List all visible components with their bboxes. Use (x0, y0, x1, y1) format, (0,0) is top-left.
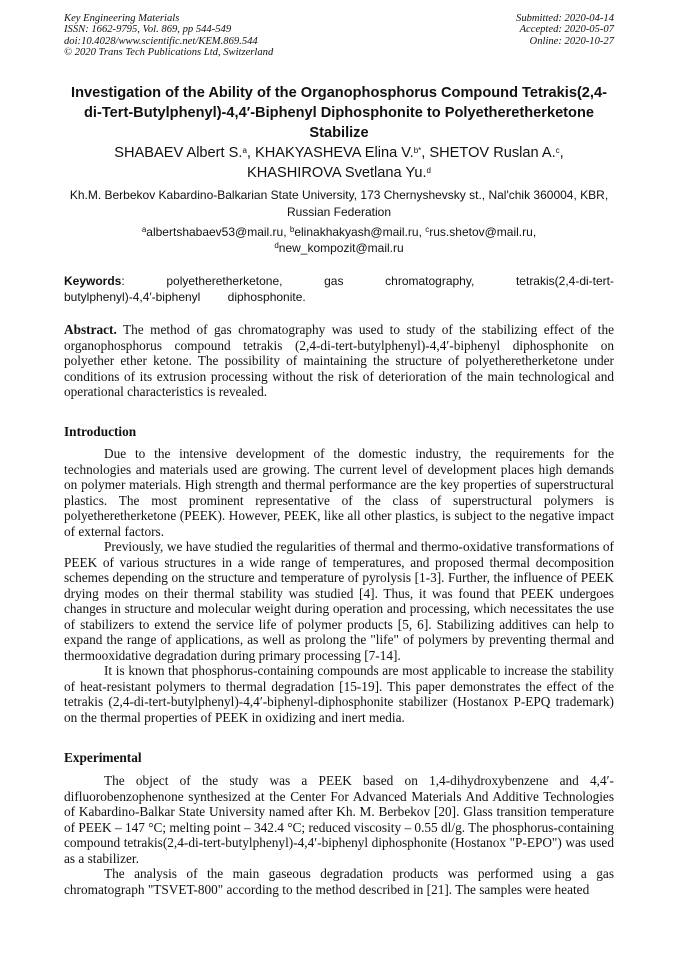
author-emails (64, 224, 614, 256)
paragraph: Previously, we have studied the regularities of thermal and thermo-oxidative transformations of PEEK of various structures in a wide range of temperatures, and proposed thermal decomposition schemes depending on the structure and temperature of pyrolysis [1-3]. Further, the influence of PEEK drying modes on their thermal stability was studied [4]. Thus, it was found that PEEK undergoes changes in structure and molecular weight during operation and processing, which necessitates the use of stabilizers to extend the service life of polymer products [5, 6]. Stabilizing additives can help to expand the range of applications, as well as prolong the "life" of polymers by preventing thermal and thermooxidative degradation during primary processing [7-14]. (64, 539, 614, 663)
accepted-date: Accepted: 2020-05-07 (519, 24, 614, 36)
email-link[interactable]: rus.shetov@mail.ru (429, 225, 533, 239)
abstract (64, 322, 614, 400)
affiliation: Kh.M. Berbekov Kabardino-Balkarian State University, 173 Chernyshevsky st., Nal'chik 360004, KBR, Russian Federation (69, 188, 609, 219)
author-affil-mark: b* (413, 146, 422, 155)
paragraph: The object of the study was a PEEK based on 1,4-dihydroxybenzene and 4,4′-difluorobenzophenone synthesized at the Center For Advanced Materials And Additive Technologies of Kabardino-Balkar State University named after Kh. M. Berbekov [20]. Glass transition temperature of PEEK – 147 °C; melting point – 342.4 °C; reduced viscosity – 0.55 dl/g. The phosphorus-containing compound tetrakis(2,4-di-tert-butylphenyl)-4,4′-biphenyl diphosphonite (Hostanox "P-EPO") was used as a stabilizer. (64, 773, 614, 866)
author-list (64, 143, 614, 183)
author-name: KHAKYASHEVA Elina V. (255, 145, 414, 161)
email-mark: a (141, 225, 147, 234)
journal-issn: ISSN: 1662-9795, Vol. 869, pp 544-549 (64, 24, 232, 36)
paragraph: The analysis of the main gaseous degradation products was performed using a gas chromatograph "TSVET-800" according to the method described in [21]. The samples were heated (64, 866, 614, 897)
email-mark: b (289, 225, 295, 234)
publication-dates (516, 13, 614, 47)
section-heading-experimental: Experimental (64, 750, 142, 765)
email-mark: c (425, 225, 430, 234)
paragraph: Due to the intensive development of the domestic industry, the requirements for the technologies and materials used are growing. The current level of development places high demands on polymer materials. High strength and thermal performance are the key properties of superstructural plastics. The most prominent representative of the class of superstructural polymers is polyetheretherketone (PEEK). However, PEEK, like all other plastics, is subject to the negative impact of external factors. (64, 446, 614, 539)
journal-name: Key Engineering Materials (64, 13, 180, 24)
online-date: Online: 2020-10-27 (529, 35, 614, 47)
email-link[interactable]: albertshabaev53@mail.ru (146, 225, 284, 239)
keywords (64, 274, 614, 305)
paper-title: Investigation of the Ability of the Organophosphorus Compound Tetrakis(2,4-di-Tert-Butylphenyl)-4,4′-Biphenyl Diphosphonite to Polyetheretherketone Stabilize (71, 85, 607, 141)
email-separator: , (418, 225, 426, 239)
author-affil-mark: a (242, 146, 247, 155)
email-separator: , (532, 225, 537, 239)
introduction-body (64, 446, 614, 725)
journal-info (64, 13, 273, 58)
keywords-label: Keywords (64, 274, 122, 288)
paragraph: It is known that phosphorus-containing compounds are most applicable to increase the stability of heat-resistant polymers to thermal degradation [15-19]. This paper demonstrates the effect of the tetrakis (2,4-di-tert-butylphenyl)-4,4′-biphenyl-diphosphonite stabilizer (Hostanox P-EPQ trademark) on the thermal properties of PEEK in oxidizing and inert media. (64, 663, 614, 725)
email-separator: , (283, 225, 290, 239)
section-heading-introduction: Introduction (64, 424, 137, 439)
journal-copyright: © 2020 Trans Tech Publications Ltd, Switzerland (64, 46, 274, 58)
author-separator: , (559, 145, 564, 161)
submitted-date: Submitted: 2020-04-14 (516, 13, 614, 24)
author-separator: , (246, 145, 255, 161)
author-name: SHETOV Ruslan A. (429, 145, 556, 161)
experimental-body (64, 773, 614, 897)
author-affil-mark: d (426, 166, 431, 175)
email-link[interactable]: new_kompozit@mail.ru (278, 241, 404, 255)
keywords-text: : polyetheretherketone, gas chromatography, tetrakis(2,4-di-tert-butylphenyl)-4,4′-biphenyl diphosphonite. (64, 274, 614, 304)
author-name: KHASHIROVA Svetlana Yu. (247, 165, 427, 181)
email-mark: d (274, 241, 279, 250)
journal-doi: doi:10.4028/www.scientific.net/KEM.869.544 (64, 35, 258, 47)
author-separator: , (421, 145, 430, 161)
abstract-text: The method of gas chromatography was used to study of the stabilizing effect of the organophosphorus compound tetrakis (2,4-di-tert-butylphenyl)-4,4′-biphenyl diphosphonite on polyether ether ketone. The possibility of maintaining the structure of polyetheretherketone under conditions of its extrusion processing without the risk of deterioration of the main technological and operational characteristics is revealed. (64, 322, 614, 399)
author-affil-mark: c (555, 146, 560, 155)
author-name: SHABAEV Albert S. (114, 145, 243, 161)
abstract-label: Abstract. (64, 322, 117, 337)
email-link[interactable]: elinakhakyash@mail.ru (294, 225, 419, 239)
